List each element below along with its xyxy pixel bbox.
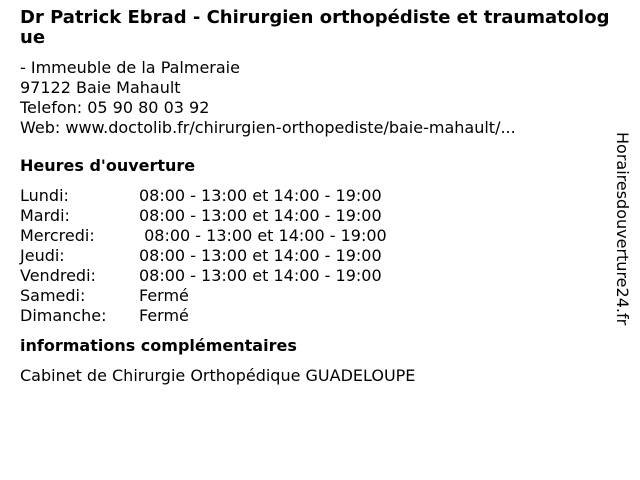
day-hours: 08:00 - 13:00 et 14:00 - 19:00 xyxy=(139,246,382,265)
hours-row xyxy=(20,306,612,326)
phone-number: Telefon: 05 90 80 03 92 xyxy=(20,98,210,117)
hours-row xyxy=(20,266,612,286)
website-link[interactable]: Web: www.doctolib.fr/chirurgien-orthopediste/baie-mahault/... xyxy=(20,118,516,137)
day-hours: 08:00 - 13:00 et 14:00 - 19:00 xyxy=(139,226,387,245)
address-line-2: 97122 Baie Mahault xyxy=(20,78,181,97)
site-watermark: Horairesdouverture24.fr xyxy=(613,132,632,326)
day-hours: Fermé xyxy=(139,306,189,325)
day-label: Vendredi: xyxy=(20,266,96,285)
info-heading: informations complémentaires xyxy=(20,336,297,355)
hours-row xyxy=(20,226,612,246)
hours-row xyxy=(20,246,612,266)
page-title: Dr Patrick Ebrad - Chirurgien orthopédiste et traumatologue xyxy=(20,7,610,48)
info-text: Cabinet de Chirurgie Orthopédique GUADELOUPE xyxy=(20,366,416,385)
hours-heading: Heures d'ouverture xyxy=(20,156,196,175)
day-hours: 08:00 - 13:00 et 14:00 - 19:00 xyxy=(139,266,382,285)
address-line-1: - Immeuble de la Palmeraie xyxy=(20,58,240,77)
day-label: Mercredi: xyxy=(20,226,95,245)
hours-row xyxy=(20,206,612,226)
day-hours: 08:00 - 13:00 et 14:00 - 19:00 xyxy=(139,186,382,205)
day-hours: Fermé xyxy=(139,286,189,305)
opening-hours-table xyxy=(20,186,612,326)
day-label: Mardi: xyxy=(20,206,70,225)
hours-row xyxy=(20,186,612,206)
day-label: Lundi: xyxy=(20,186,69,205)
address-block xyxy=(20,58,612,138)
day-label: Jeudi: xyxy=(20,246,65,265)
day-hours: 08:00 - 13:00 et 14:00 - 19:00 xyxy=(139,206,382,225)
day-label: Samedi: xyxy=(20,286,86,305)
hours-row xyxy=(20,286,612,306)
day-label: Dimanche: xyxy=(20,306,107,325)
business-listing xyxy=(20,8,612,386)
